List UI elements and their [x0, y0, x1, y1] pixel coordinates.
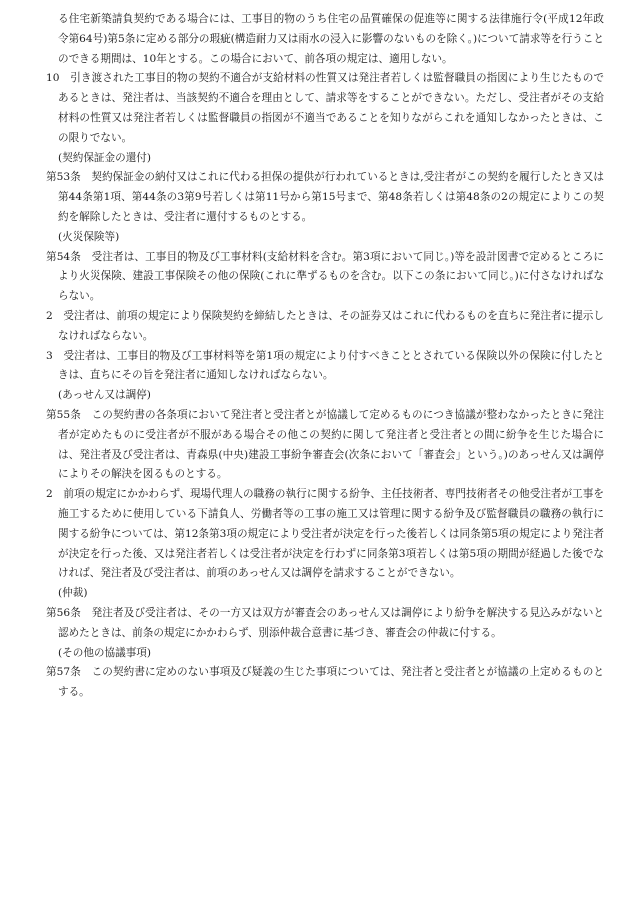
caption-article-53: (契約保証金の還付) — [58, 151, 152, 164]
article-55-clause-2: 2 前項の規定にかかわらず、現場代理人の職務の執行に関する紛争、主任技術者、専門技術者その他受注者が工事を施工するために使用している下請負人、労働者等の工事の施工又は管理に関する紛争及び監督職員の職務の執行に関する紛争については、第12条第3項の規定により受注者が決定を行った後若しくは同条第5項の規定により発注者が決定を行った後、又は発注者若しくは受注者が決定を行わずに同条第3項若しくは第5項の期間が経過した後でなければ、発注者及び受注者は、前項のあっせん又は調停を請求することができない。 — [46, 488, 604, 580]
clause-10: 10 引き渡された工事目的物の契約不適合が支給材料の性質又は発注者若しくは監督職員の指図により生じたものであるときは、発注者は、当該契約不適合を理由として、請求等をすることができない。ただし、受注者がその支給材料の性質又は発注者若しくは監督職員の指図が不適当であることを知りながらこれを通知しなかったときは、この限りでない。 — [46, 72, 604, 144]
caption-article-55: (あっせん又は調停) — [58, 389, 151, 402]
article-54-clause-2: 2 受注者は、前項の規定により保険契約を締結したときは、その証券又はこれに代わるものを直ちに発注者に提示しなければならない。 — [46, 309, 604, 342]
article-53: 第53条 契約保証金の納付又はこれに代わる担保の提供が行われているときは,受注者がこの契約を履行したとき又は第44条第1項、第44条の3第9号若しくは第11号から第15号まで、第48条若しくは第48条の2の規定によりこの契約を解除したときは、受注者に還付するものとする。 — [46, 171, 604, 223]
article-54-clause-3: 3 受注者は、工事目的物及び工事材料等を第1項の規定により付すべきこととされている保険以外の保険に付したときは、直ちにその旨を発注者に通知しなければならない。 — [46, 349, 604, 382]
caption-article-57: (その他の協議事項) — [58, 646, 152, 659]
caption-article-56: (仲裁) — [58, 587, 88, 600]
article-55: 第55条 この契約書の各条項において発注者と受注者とが協議して定めるものにつき協議が整わなかったときに発注者が定めたものに受注者が不服がある場合その他この契約に関して発注者と受注者との間に紛争を生じた場合には、発注者及び受注者は、青森県(中央)建設工事紛争審査会(次条において「審査会」という。)のあっせん又は調停によりその解決を図るものとする。 — [46, 408, 604, 481]
article-54: 第54条 受注者は、工事目的物及び工事材料(支給材料を含む。第3項において同じ。)等を設計図書で定めるところにより火災保険、建設工事保険その他の保険(これに準ずるものを含む。以下この条において同じ。)に付さなければならない。 — [46, 250, 604, 303]
article-56: 第56条 発注者及び受注者は、その一方又は双方が審査会のあっせん又は調停により紛争を解決する見込みがないと認めたときは、前条の規定にかかわらず、別添仲裁合意書に基づき、審査会の仲裁に付する。 — [46, 606, 604, 639]
continued-paragraph: る住宅新築請負契約である場合には、工事目的物のうち住宅の品質確保の促進等に関する法律施行令(平成12年政令第64号)第5条に定める部分の瑕疵(構造耐力又は雨水の浸入に影響のないものを除く。)について請求等を行うことのできる期間は、10年とする。この場合において、前各項の規定は、適用しない。 — [58, 13, 604, 65]
caption-article-54: (火災保険等) — [58, 230, 120, 243]
article-57: 第57条 この契約書に定めのない事項及び疑義の生じた事項については、発注者と受注者とが協議の上定めるものとする。 — [46, 666, 604, 699]
